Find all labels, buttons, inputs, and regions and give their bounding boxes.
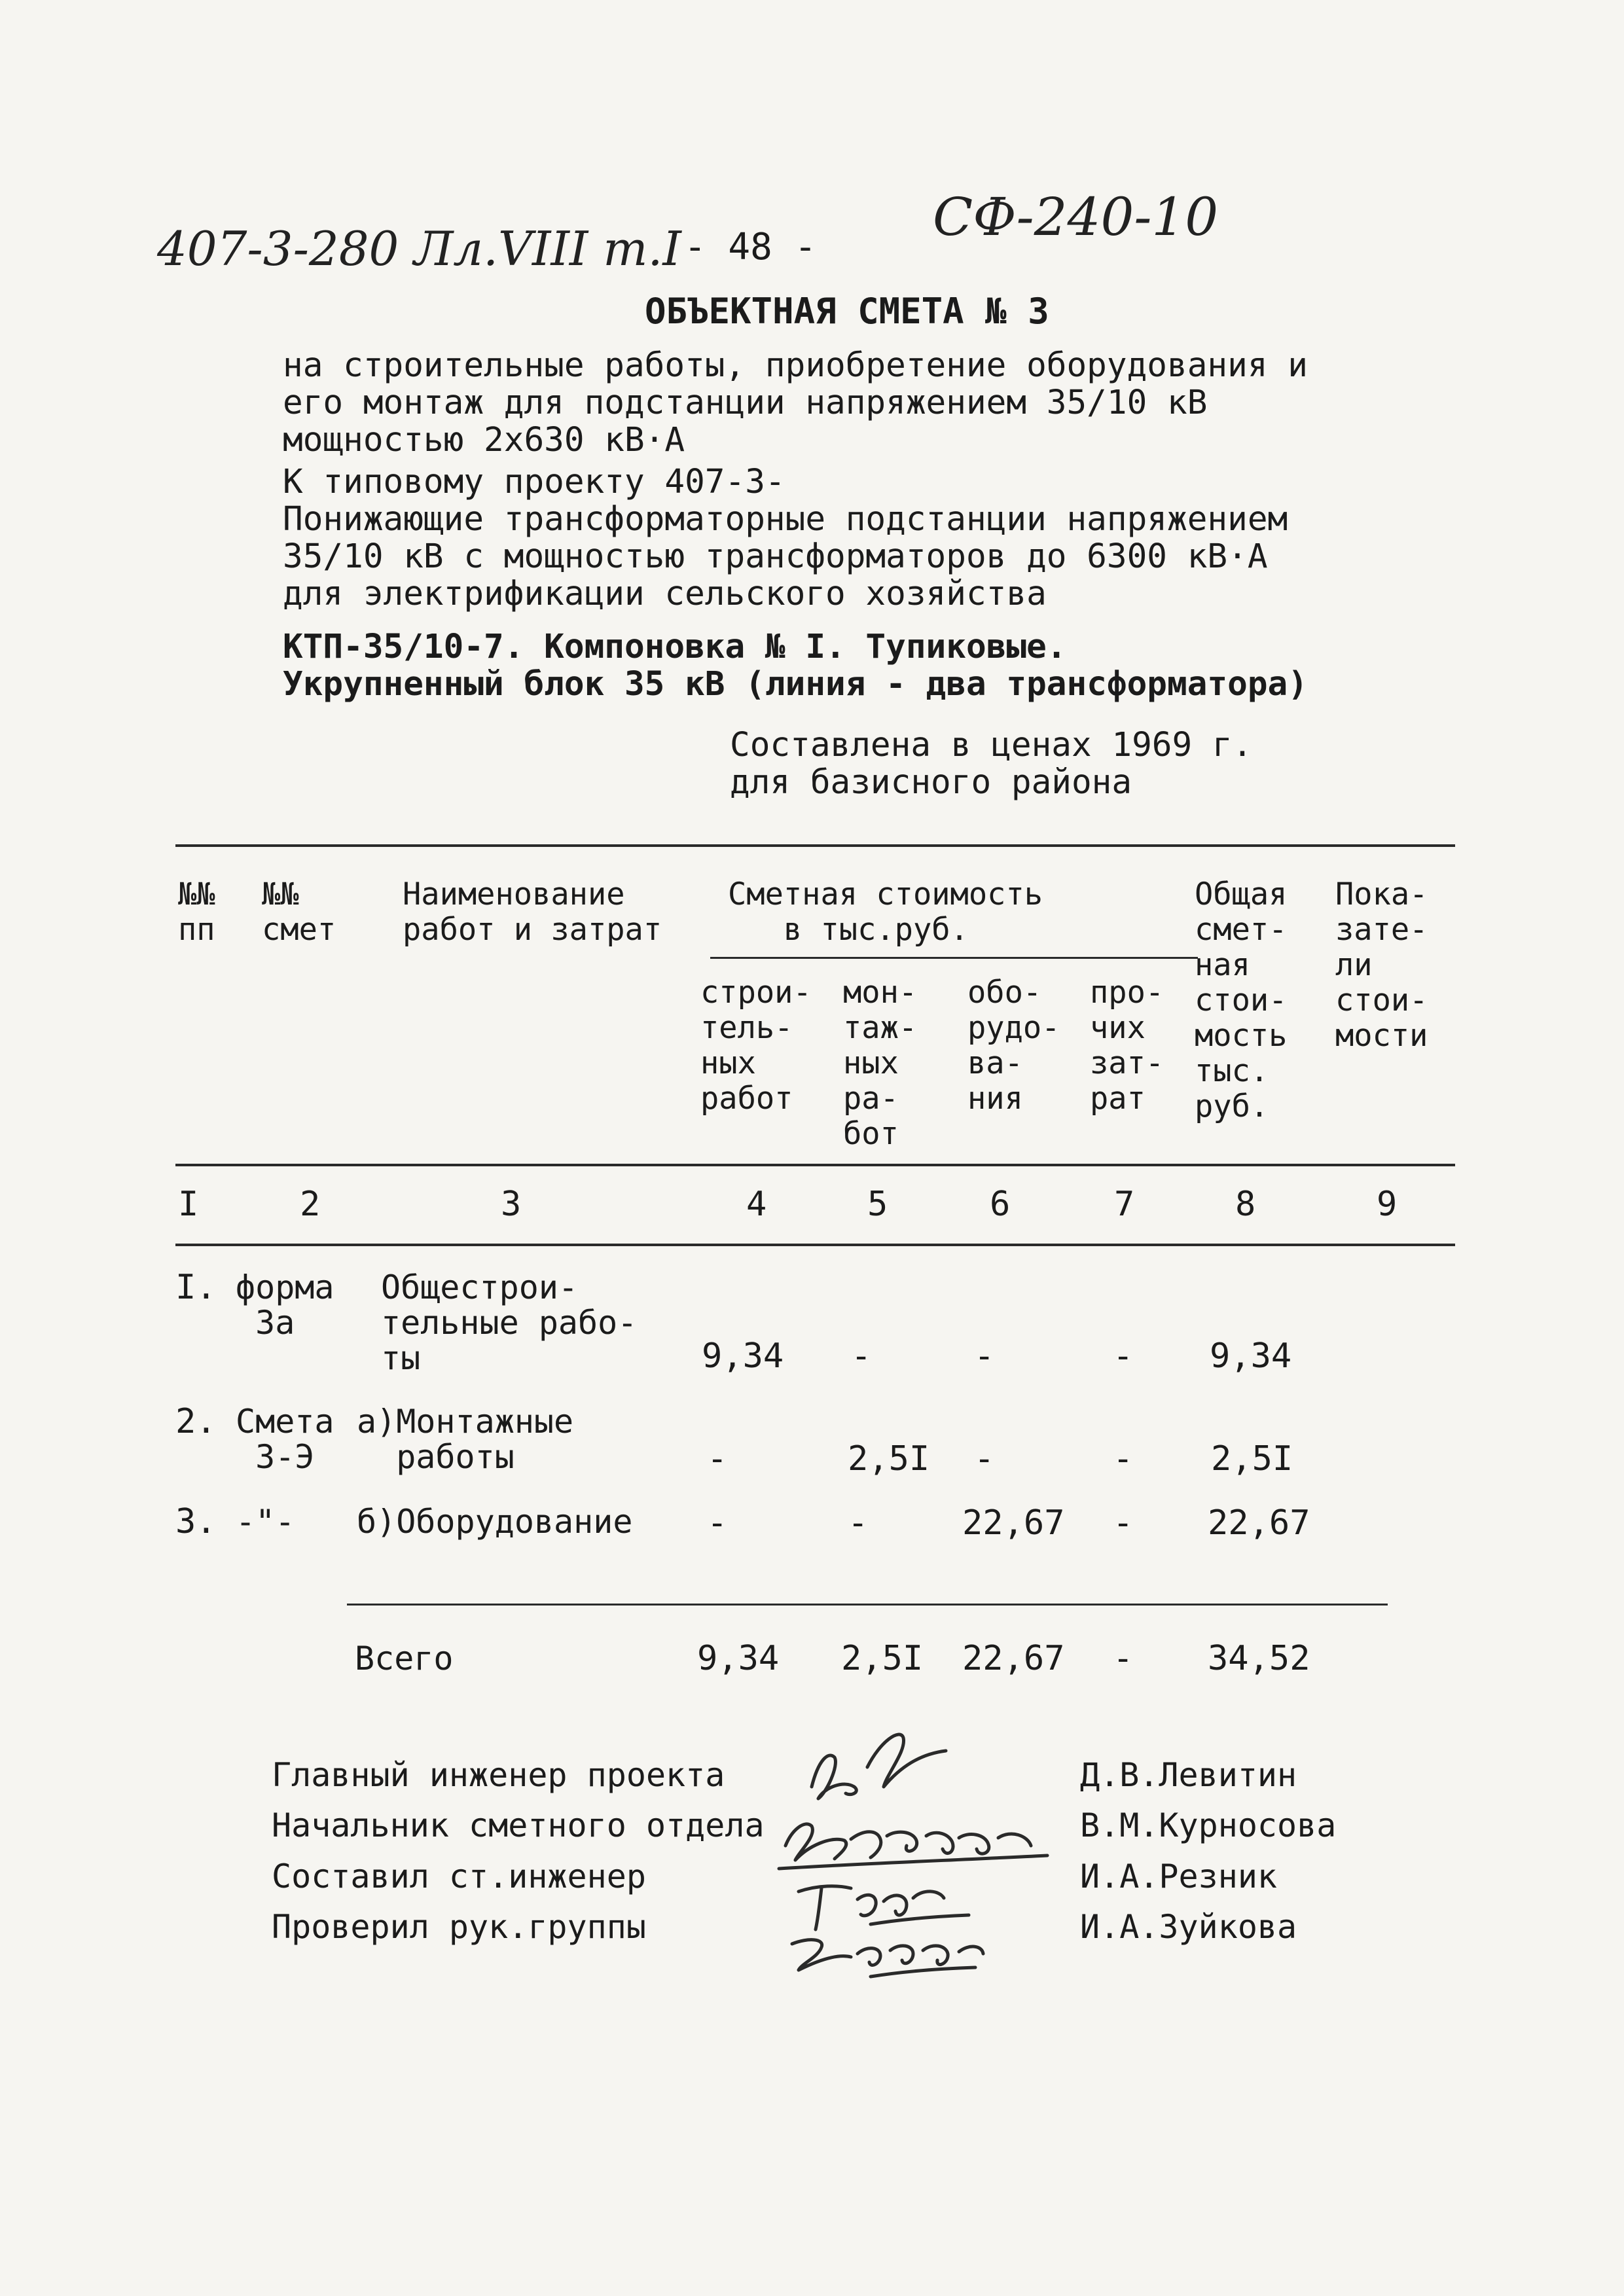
prices-note: Составлена в ценах 1969 г. для базисного района — [730, 726, 1253, 802]
table-top-rule — [175, 844, 1455, 847]
signer-name: Д.В.Левитин — [1080, 1756, 1297, 1794]
estimate-title: ОБЪЕКТНАЯ СМЕТА № 3 — [645, 291, 1049, 332]
row-other-cost: - — [1113, 1439, 1134, 1479]
row-equipment-cost: - — [974, 1336, 995, 1376]
row-total-cost: 9,34 — [1210, 1336, 1292, 1376]
row-total-cost: 2,5I — [1211, 1439, 1293, 1479]
row-name: Общестрои- тельные рабо- ты — [381, 1268, 638, 1377]
total-other-cost: - — [1113, 1639, 1134, 1678]
row-build-cost: - — [707, 1439, 728, 1479]
row-total-cost: 22,67 — [1208, 1503, 1310, 1543]
column-number: 6 — [990, 1185, 1011, 1224]
column-number: 8 — [1235, 1185, 1256, 1224]
header-indicators: Пока- зате- ли стои- мости — [1335, 876, 1428, 1054]
row-install-cost: - — [851, 1336, 872, 1376]
column-number: 9 — [1377, 1185, 1398, 1224]
row-build-cost: - — [707, 1503, 728, 1543]
signer-name: И.А.Резник — [1080, 1857, 1278, 1895]
total-total-cost: 34,52 — [1208, 1639, 1310, 1678]
page-number: - 48 - — [684, 226, 817, 268]
row-equipment-cost: 22,67 — [962, 1503, 1065, 1543]
total-label: Всего — [355, 1640, 454, 1677]
header-install: мон- таж- ных ра- бот — [843, 975, 918, 1152]
row-other-cost: - — [1113, 1336, 1134, 1376]
header-name: Наименование работ и затрат — [403, 876, 662, 948]
row-build-cost: 9,34 — [702, 1336, 784, 1376]
ktp-description: КТП-35/10-7. Компоновка № I. Тупиковые. Укрупненный блок 35 кВ (линия - два трансформатора) — [283, 628, 1308, 704]
row-equipment-cost: - — [974, 1439, 995, 1479]
signer-role: Проверил рук.группы — [272, 1908, 646, 1946]
column-number: I — [178, 1185, 199, 1224]
header-cost-group: Сметная стоимость в тыс.руб. — [728, 876, 1043, 948]
row-name: а)Монтажные работы — [357, 1403, 574, 1476]
row-number: 3. — [175, 1502, 217, 1541]
column-number: 7 — [1114, 1185, 1135, 1224]
signer-name: И.А.Зуйкова — [1080, 1908, 1297, 1946]
column-numbers-rule — [175, 1244, 1455, 1246]
column-number: 4 — [746, 1185, 767, 1224]
estimate-subtitle: на строительные работы, приобретение оборудования и его монтаж для подстанции напряжением 35/10 кВ мощностью 2х630 кВ·А — [283, 346, 1308, 459]
document-code: 407-3-280 Лл.VIII т.I — [157, 221, 681, 276]
header-bottom-rule — [175, 1164, 1455, 1166]
total-build-cost: 9,34 — [697, 1639, 780, 1678]
column-number: 2 — [300, 1185, 321, 1224]
row-install-cost: - — [848, 1503, 869, 1543]
row-estimate-ref: форма 3а — [236, 1268, 334, 1342]
row-other-cost: - — [1113, 1503, 1134, 1543]
header-equip: обо- рудо- ва- ния — [967, 975, 1060, 1117]
column-number: 3 — [501, 1185, 522, 1224]
handwritten-signatures — [772, 1689, 1100, 1990]
header-other: про- чих зат- рат — [1090, 975, 1164, 1117]
signer-role: Составил ст.инженер — [272, 1857, 646, 1895]
row-estimate-ref: -"- — [236, 1503, 295, 1541]
header-build: строи- тель- ных работ — [700, 975, 812, 1117]
row-install-cost: 2,5I — [848, 1439, 930, 1479]
row-name: б)Оборудование — [357, 1503, 633, 1541]
total-rule — [347, 1604, 1388, 1605]
row-estimate-ref: Смета 3-Э — [236, 1403, 334, 1476]
signer-name: В.М.Курносова — [1080, 1806, 1337, 1844]
archive-code: СФ-240-10 — [933, 187, 1219, 247]
header-smet: №№ смет — [262, 876, 336, 948]
row-number: I. — [175, 1268, 217, 1307]
total-equipment-cost: 22,67 — [962, 1639, 1065, 1678]
project-reference: К типовому проекту 407-3- Понижающие трансформаторные подстанции напряжением 35/10 кВ с мощностью трансформаторов до 6300 кВ·А для электрификации сельского хозяйства — [283, 463, 1288, 613]
total-install-cost: 2,5I — [841, 1639, 924, 1678]
header-nn: №№ пп — [178, 876, 215, 948]
column-number: 5 — [867, 1185, 888, 1224]
signer-role: Главный инженер проекта — [272, 1756, 725, 1794]
header-sub-rule — [710, 957, 1198, 959]
signer-role: Начальник сметного отдела — [272, 1806, 765, 1844]
header-total: Общая смет- ная стои- мость тыс. руб. — [1195, 876, 1288, 1124]
row-number: 2. — [175, 1402, 217, 1441]
